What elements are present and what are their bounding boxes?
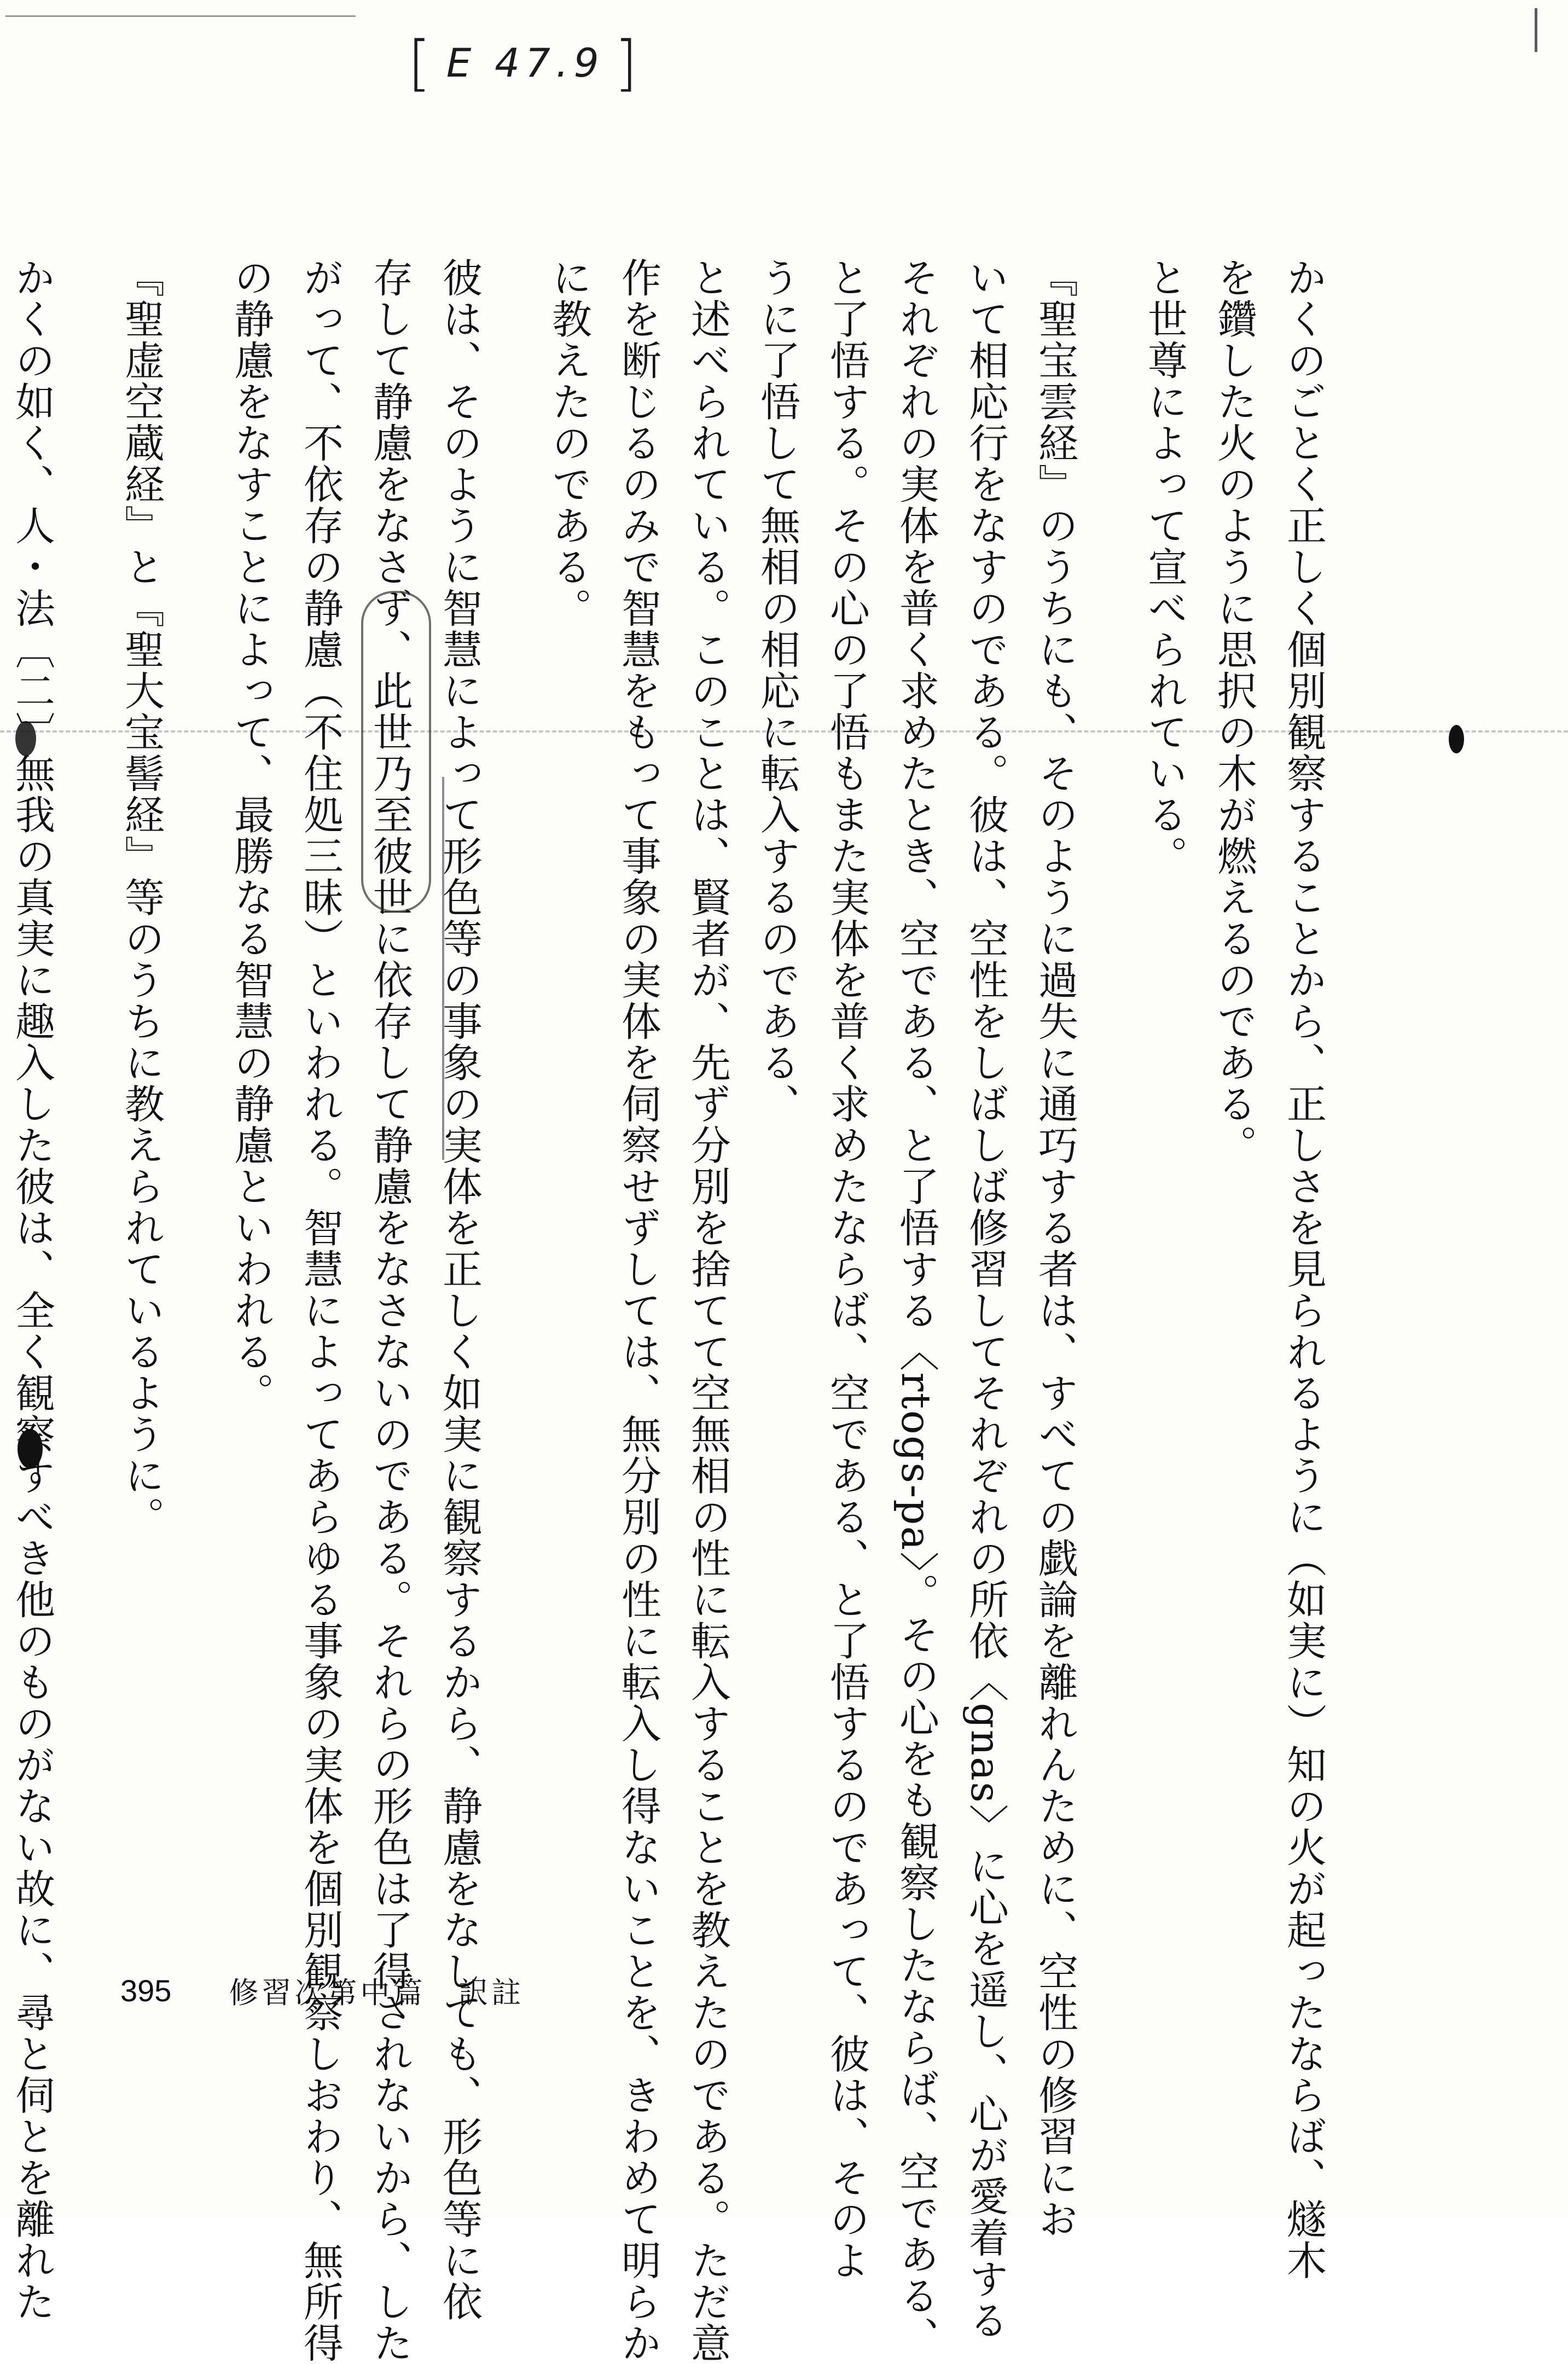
running-title: 修習次第中篇 訳註 (229, 1975, 525, 2010)
body-line-11: 彼は、そのように智慧によって形色等の事象の実体を正しく如実に観察するから、静慮をなしても、形色等に依 (435, 257, 482, 2322)
body-line-16: かくの如く、人・法〔二〕無我の真実に趣入した彼は、全く観察すべき他のものがない故に、尋と伺とを離れた (8, 257, 55, 2322)
scan-corner-mark (1535, 8, 1559, 52)
body-line-7: うに了悟して無相の相応に転入するのである、 (753, 257, 800, 1125)
body-line-0: かくのごとく正しく個別観察することから、正しさを見られるように（如実に）知の火が起ったならば、燧木 (1280, 257, 1326, 2281)
body-line-3: 『聖宝雲経』のうちにも、そのように過失に通巧する者は、すべての戯論を離れんために、空性の修習にお (1031, 257, 1078, 2240)
stamp-close-bracket: ] (614, 27, 643, 98)
pencil-underline-annotation (442, 777, 444, 1160)
body-line-9: 作を断じるのみで智慧をもって事象の実体を伺察せずしては、無分別の性に転入し得ないことを、きわめて明らか (614, 257, 661, 2364)
archive-stamp (408, 27, 654, 98)
stamp-text: E 47.9 (446, 39, 605, 86)
body-line-15: 『聖虚空蔵経』と『聖大宝髻経』等のうちに教えられているように。 (118, 257, 164, 1538)
stamp-open-bracket: [ (408, 27, 437, 98)
body-line-8: と述べられている。このことは、賢者が、先ず分別を捨てて空無相の性に転入することを教えたのである。ただ意 (684, 257, 730, 2364)
scan-artifact-line (5, 15, 356, 17)
punch-hole-top (1449, 725, 1464, 753)
body-line-12: 存して静慮をなさず、此世乃至彼世に依存して静慮をなさないのである。それらの形色は了得されないから、した (366, 257, 413, 2364)
body-line-2: と世尊によって宣べられている。 (1141, 257, 1187, 877)
body-line-13: がって、不依存の静慮（不住処三昧）といわれる。智慧によってあらゆる事象の実体を個別観察しおわり、無所得 (297, 257, 343, 2364)
pencil-circle-annotation (361, 591, 431, 913)
page-footer (120, 1968, 524, 2012)
body-line-10: に教えたのである。 (545, 257, 591, 629)
body-line-14: の静慮をなすことによって、最勝なる智慧の静慮といわれる。 (227, 257, 274, 1414)
body-line-6: と了悟する。その心の了悟もまた実体を普く求めたならば、空である、と了悟するのであって、彼は、そのよ (823, 257, 869, 2281)
body-line-4: いて相応行をなすのである。彼は、空性をしばしば修習してそれぞれの所依〈gnas〉に心を遥し、心が愛着する (962, 257, 1008, 2341)
page-number: 395 (120, 1973, 172, 2008)
body-line-1: を鑽した火のように思択の木が燃えるのである。 (1210, 257, 1257, 1166)
body-line-5: それぞれの実体を普く求めたとき、空である、と了悟する〈rtogs-pa〉。その心をも観察したならば、空である、 (892, 257, 939, 2358)
